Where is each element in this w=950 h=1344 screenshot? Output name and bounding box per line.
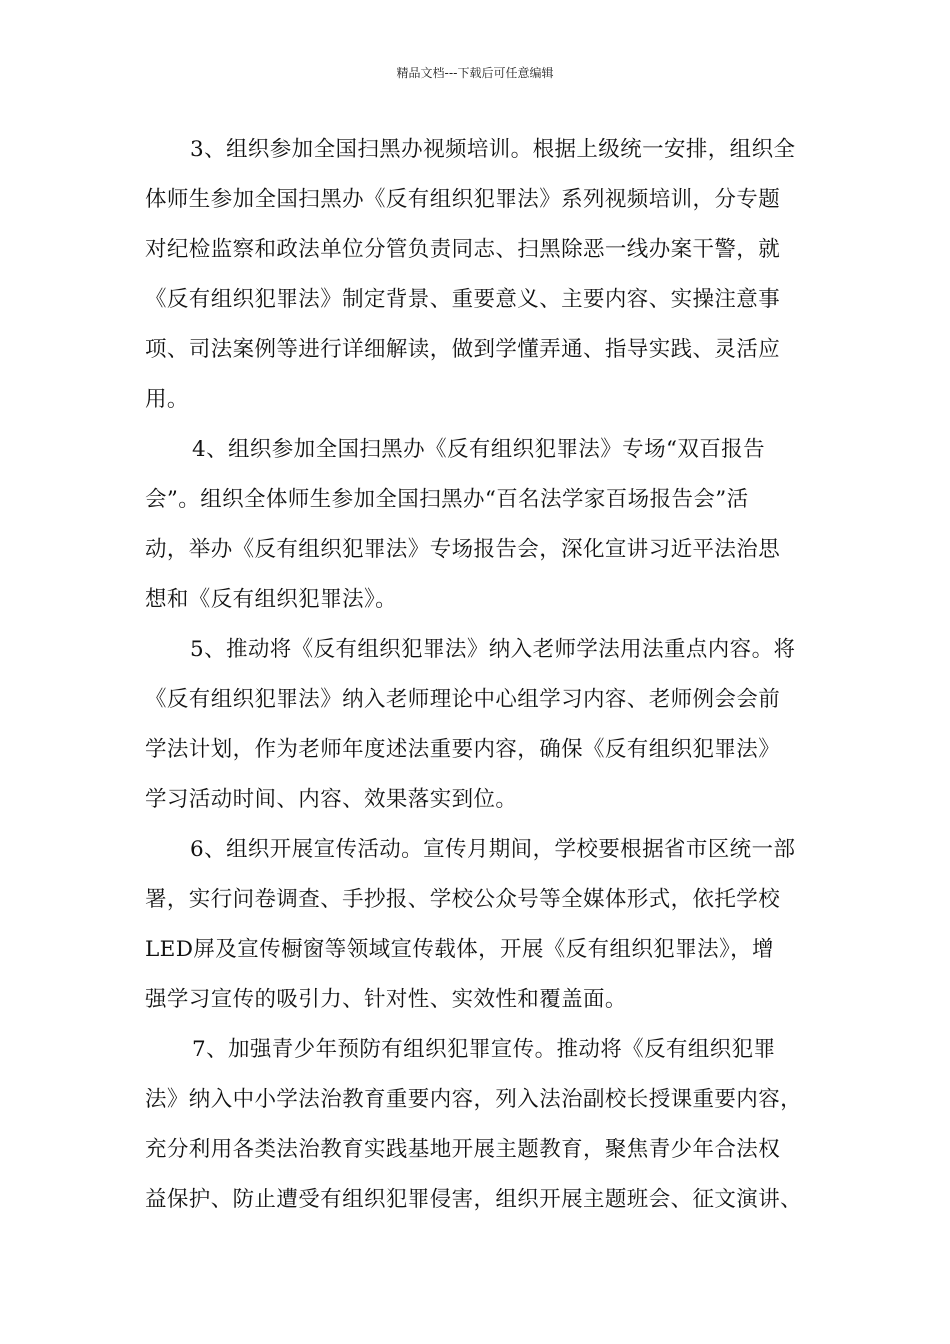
paragraph-5-line-4: 益保护、防止遭受有组织犯罪侵害，组织开展主题班会、征文演讲、 — [145, 1187, 803, 1212]
paragraph-2-line-1: 4、组织参加全国扫黑办《反有组织犯罪法》专场“双百报告 — [192, 437, 765, 462]
paragraph-3-line-2: 《反有组织犯罪法》纳入老师理论中心组学习内容、老师例会会前 — [145, 687, 781, 712]
paragraph-4-line-1: 6、组织开展宣传活动。宣传月期间，学校要根据省市区统一部 — [190, 837, 796, 862]
paragraph-2-line-4: 想和《反有组织犯罪法》。 — [145, 587, 398, 612]
paragraph-1-line-1: 3、组织参加全国扫黑办视频培训。根据上级统一安排，组织全 — [190, 137, 796, 162]
paragraph-1-line-5: 项、司法案例等进行详细解读，做到学懂弄通、指导实践、灵活应 — [145, 337, 781, 362]
paragraph-3-line-1: 5、推动将《反有组织犯罪法》纳入老师学法用法重点内容。将 — [190, 637, 796, 662]
paragraph-5-line-2: 法》纳入中小学法治教育重要内容，列入法治副校长授课重要内容， — [145, 1087, 803, 1112]
paragraph-2-line-3: 动，举办《反有组织犯罪法》专场报告会，深化宣讲习近平法治思 — [145, 537, 781, 562]
paragraph-4-line-4: 强学习宣传的吸引力、针对性、实效性和覆盖面。 — [145, 987, 627, 1012]
paragraph-4-line-3: LED屏及宣传橱窗等领域宣传载体，开展《反有组织犯罪法》，增 — [145, 937, 774, 962]
paragraph-2-line-2: 会”。组织全体师生参加全国扫黑办“百名法学家百场报告会”活 — [145, 487, 749, 512]
paragraph-5-line-3: 充分利用各类法治教育实践基地开展主题教育，聚焦青少年合法权 — [145, 1137, 781, 1162]
paragraph-3-line-3: 学法计划，作为老师年度述法重要内容，确保《反有组织犯罪法》 — [145, 737, 781, 762]
paragraph-1-line-2: 体师生参加全国扫黑办《反有组织犯罪法》系列视频培训，分专题 — [145, 187, 781, 212]
paragraph-4-line-2: 署，实行问卷调查、手抄报、学校公众号等全媒体形式，依托学校 — [145, 887, 781, 912]
paragraph-1-line-4: 《反有组织犯罪法》制定背景、重要意义、主要内容、实操注意事 — [145, 287, 781, 312]
paragraph-1-line-6: 用。 — [145, 387, 189, 412]
page-header: 精品文档---下载后可任意编辑 — [396, 66, 554, 80]
paragraph-1-line-3: 对纪检监察和政法单位分管负责同志、扫黑除恶一线办案干警，就 — [145, 237, 781, 262]
paragraph-5-line-1: 7、加强青少年预防有组织犯罪宣传。推动将《反有组织犯罪 — [192, 1037, 776, 1062]
paragraph-3-line-4: 学习活动时间、内容、效果落实到位。 — [145, 787, 518, 812]
